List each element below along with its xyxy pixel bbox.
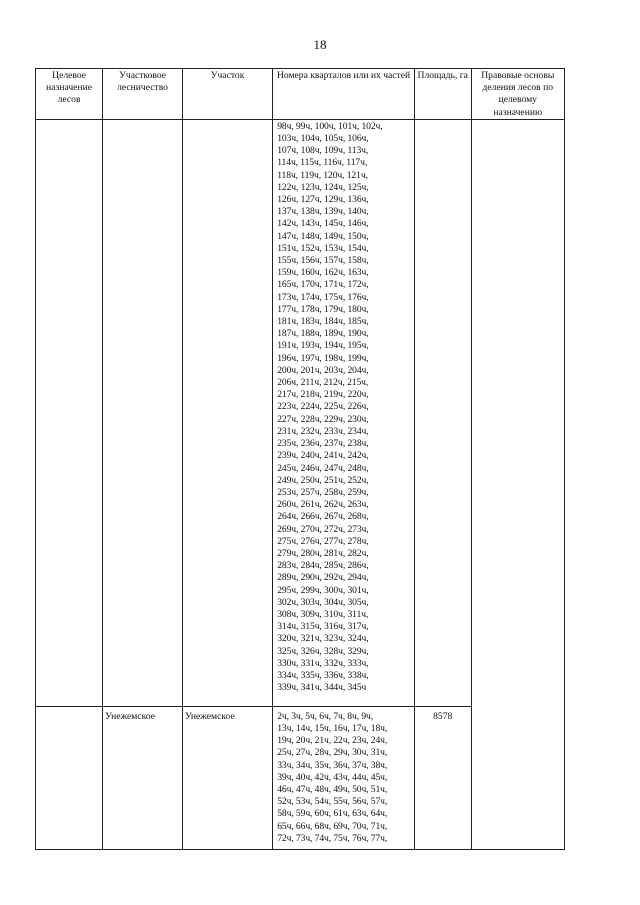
area-cell: 8578 bbox=[414, 706, 471, 849]
header-legal-basis: Правовые основы деления лесов по целевому назначению bbox=[471, 69, 564, 120]
quarter-line: 103ч, 104ч, 105ч, 106ч, bbox=[277, 133, 369, 145]
quarter-line: 245ч, 246ч, 247ч, 248ч, bbox=[277, 462, 369, 474]
header-forestry: Участковое лесничество bbox=[103, 69, 183, 120]
header-area: Площадь, га bbox=[414, 69, 471, 120]
quarter-line: 325ч, 326ч, 328ч, 329ч, bbox=[277, 645, 369, 657]
header-quarters: Номера кварталов или их частей bbox=[273, 69, 415, 120]
quarter-line: 223ч, 224ч, 225ч, 226ч, bbox=[277, 401, 369, 413]
legal-basis-cell bbox=[471, 119, 564, 849]
quarter-line: 330ч, 331ч, 332ч, 333ч, bbox=[277, 657, 369, 669]
quarter-line: 249ч, 250ч, 251ч, 252ч, bbox=[277, 474, 369, 486]
quarter-line: 137ч, 138ч, 139ч, 140ч, bbox=[277, 206, 369, 218]
quarter-line: 269ч, 270ч, 272ч, 273ч, bbox=[277, 523, 369, 535]
quarter-line: 58ч, 59ч, 60ч, 61ч, 63ч, 64ч, bbox=[277, 808, 388, 820]
quarter-line: 118ч, 119ч, 120ч, 121ч, bbox=[277, 169, 368, 181]
quarter-line: 314ч, 315ч, 316ч, 317ч, bbox=[277, 621, 369, 633]
purpose-cell bbox=[36, 119, 103, 706]
quarter-line: 173ч, 174ч, 175ч, 176ч, bbox=[277, 291, 369, 303]
quarter-line: 147ч, 148ч, 149ч, 150ч, bbox=[277, 230, 369, 242]
quarter-line: 159ч, 160ч, 162ч, 163ч, bbox=[277, 267, 369, 279]
quarter-line: 289ч, 290ч, 292ч, 294ч, bbox=[277, 572, 369, 584]
quarter-line: 260ч, 261ч, 262ч, 263ч, bbox=[277, 499, 369, 511]
quarter-line: 165ч, 170ч, 171ч, 172ч, bbox=[277, 279, 369, 291]
page-number: 18 bbox=[313, 37, 327, 52]
quarter-line: 253ч, 257ч, 258ч, 259ч, bbox=[277, 486, 369, 498]
quarter-line: 65ч, 66ч, 68ч, 69ч, 70ч, 71ч, bbox=[277, 820, 388, 832]
quarter-line: 142ч, 143ч, 145ч, 146ч, bbox=[277, 218, 369, 230]
quarter-line: 107ч, 108ч, 109ч, 113ч, bbox=[277, 145, 369, 157]
quarter-line: 46ч, 47ч, 48ч, 49ч, 50ч, 51ч, bbox=[277, 784, 388, 796]
quarter-line: 200ч, 201ч, 203ч, 204ч, bbox=[277, 364, 369, 376]
table-header-row bbox=[36, 69, 565, 120]
area-cell bbox=[414, 119, 471, 706]
quarter-line: 217ч, 218ч, 219ч, 220ч, bbox=[277, 389, 369, 401]
quarter-line: 308ч, 309ч, 310ч, 311ч, bbox=[277, 608, 369, 620]
quarter-line: 206ч, 211ч, 212ч, 215ч, bbox=[277, 377, 369, 389]
quarter-line: 235ч, 236ч, 237ч, 238ч, bbox=[277, 438, 369, 450]
quarter-line: 191ч, 193ч, 194ч, 195ч, bbox=[277, 340, 369, 352]
forestry-cell: Унежемское bbox=[103, 706, 183, 849]
quarter-line: 114ч, 115ч, 116ч, 117ч, bbox=[277, 157, 368, 169]
quarter-line: 19ч, 20ч, 21ч, 22ч, 23ч, 24ч, bbox=[277, 735, 388, 747]
quarter-line: 302ч, 303ч, 304ч, 305ч, bbox=[277, 596, 369, 608]
forestry-cell bbox=[103, 119, 183, 706]
table-row bbox=[36, 119, 565, 706]
quarter-line: 264ч, 266ч, 267ч, 268ч, bbox=[277, 511, 369, 523]
quarter-line: 155ч, 156ч, 157ч, 158ч, bbox=[277, 255, 369, 267]
quarter-line: 177ч, 178ч, 179ч, 180ч, bbox=[277, 303, 369, 315]
quarter-line: 25ч, 27ч, 28ч, 29ч, 30ч, 31ч, bbox=[277, 747, 388, 759]
quarter-line: 122ч, 123ч, 124ч, 125ч, bbox=[277, 181, 369, 193]
quarter-line: 151ч, 152ч, 153ч, 154ч, bbox=[277, 242, 369, 254]
quarter-line: 52ч, 53ч, 54ч, 55ч, 56ч, 57ч, bbox=[277, 796, 388, 808]
quarter-line: 295ч, 299ч, 300ч, 301ч, bbox=[277, 584, 369, 596]
header-plot: Участок bbox=[182, 69, 272, 120]
quarters-cell bbox=[273, 119, 415, 706]
quarter-line: 33ч, 34ч, 35ч, 36ч, 37ч, 38ч, bbox=[277, 759, 388, 771]
quarter-line: 320ч, 321ч, 323ч, 324ч, bbox=[277, 633, 369, 645]
quarter-line: 181ч, 183ч, 184ч, 185ч, bbox=[277, 316, 369, 328]
quarter-line: 13ч, 14ч, 15ч, 16ч, 17ч, 18ч, bbox=[277, 723, 388, 735]
quarter-line: 39ч, 40ч, 42ч, 43ч, 44ч, 45ч, bbox=[277, 771, 388, 783]
purpose-cell bbox=[36, 706, 103, 849]
quarter-line: 239ч, 240ч, 241ч, 242ч, bbox=[277, 450, 369, 462]
quarter-line: 227ч, 228ч, 229ч, 230ч, bbox=[277, 413, 369, 425]
quarter-line: 275ч, 276ч, 277ч, 278ч, bbox=[277, 535, 369, 547]
quarter-line: 126ч, 127ч, 129ч, 136ч, bbox=[277, 194, 369, 206]
quarter-line: 334ч, 335ч, 336ч, 338ч, bbox=[277, 669, 369, 681]
quarter-line: 196ч, 197ч, 198ч, 199ч, bbox=[277, 352, 369, 364]
quarter-line: 72ч, 73ч, 74ч, 75ч, 76ч, 77ч, bbox=[277, 832, 388, 844]
quarter-line: 231ч, 232ч, 233ч, 234ч, bbox=[277, 425, 369, 437]
quarters-cell bbox=[273, 706, 415, 849]
plot-cell bbox=[182, 119, 272, 706]
quarter-line: 339ч, 341ч, 344ч, 345ч bbox=[277, 682, 367, 694]
header-purpose: Целевое назначение лесов bbox=[36, 69, 103, 120]
quarter-line: 187ч, 188ч, 189ч, 190ч, bbox=[277, 328, 369, 340]
quarter-line: 98ч, 99ч, 100ч, 101ч, 102ч, bbox=[277, 120, 383, 132]
forest-purpose-table bbox=[35, 68, 565, 850]
plot-cell: Унежемское bbox=[182, 706, 272, 849]
quarter-line: 279ч, 280ч, 281ч, 282ч, bbox=[277, 547, 369, 559]
quarter-line: 2ч, 3ч, 5ч, 6ч, 7ч, 8ч, 9ч, bbox=[277, 710, 374, 722]
quarter-line: 283ч, 284ч, 285ч, 286ч, bbox=[277, 560, 369, 572]
